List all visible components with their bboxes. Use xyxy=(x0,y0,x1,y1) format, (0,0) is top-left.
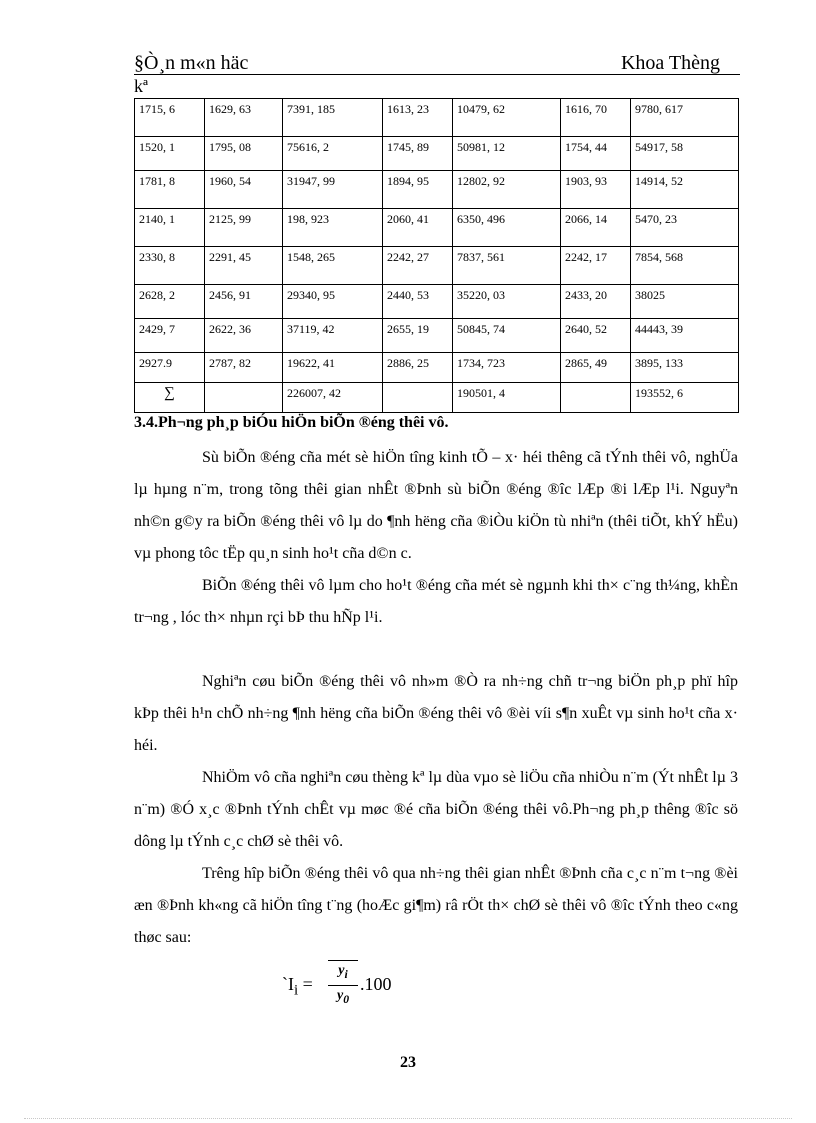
formula-fraction xyxy=(328,960,358,1006)
formula-lhs: $`I_i$ = xyxy=(282,974,313,999)
table-cell: 2655, 19 xyxy=(383,319,453,353)
table-row xyxy=(135,285,739,319)
table-cell: 2886, 25 xyxy=(383,353,453,383)
table-cell: 75616, 2 xyxy=(283,137,383,171)
formula-numerator: $y_i$ xyxy=(328,960,358,981)
table-cell: 50981, 12 xyxy=(453,137,561,171)
table-cell: 12802, 92 xyxy=(453,171,561,209)
table-row xyxy=(135,171,739,209)
table-cell: 2622, 36 xyxy=(205,319,283,353)
table-cell: 2927.9 xyxy=(135,353,205,383)
table-total-cell xyxy=(561,383,631,413)
table-row xyxy=(135,319,739,353)
table-cell: 31947, 99 xyxy=(283,171,383,209)
section-title: 3.4.Ph¬ng ph¸p biÓu hiÖn biÕn ®éng thêi vô. xyxy=(134,414,449,431)
paragraph-3: Nghiªn cøu biÕn ®éng thêi vô nh»m ®Ò ra nh÷ng chñ tr¬ng biÖn ph¸p phï hîp kÞp thêi h¹n chÕ nh÷ng ¶nh hëng cña biÕn ®éng thêi vô ®èi víi s¶n xuÊt vµ sinh ho¹t cña x· héi. xyxy=(134,673,738,754)
table-cell: 54917, 58 xyxy=(631,137,739,171)
table-cell: 2787, 82 xyxy=(205,353,283,383)
table-cell: 7854, 568 xyxy=(631,247,739,285)
table-total-cell xyxy=(383,383,453,413)
paragraph-1: Sù biÕn ®éng cña mét sè hiÖn tîng kinh tÕ – x· héi thêng cã tÝnh thêi vô, nghÜa lµ hµng n¨m, trong tõng thêi gian nhÊt ®Þnh sù biÕn ®éng ®îc lÆp ®i lÆp l¹i. Nguyªn nh©n g©y ra biÕn ®éng thêi vô lµ do ¶nh hëng cña ®iÒu kiÖn tù nhiªn (thêi tiÕt, khÝ hËu) vµ phong tôc tËp qu¸n sinh ho¹t cña d©n c. xyxy=(134,449,738,562)
table-total-cell: ∑ xyxy=(135,383,205,413)
table-cell: 2640, 52 xyxy=(561,319,631,353)
table-cell: 1960, 54 xyxy=(205,171,283,209)
table-cell: 1745, 89 xyxy=(383,137,453,171)
table-cell: 10479, 62 xyxy=(453,99,561,137)
table-cell: 1613, 23 xyxy=(383,99,453,137)
header-faculty: Khoa Thèng xyxy=(620,52,720,74)
table-cell: 2429, 7 xyxy=(135,319,205,353)
table-cell: 1754, 44 xyxy=(561,137,631,171)
table-cell: 29340, 95 xyxy=(283,285,383,319)
table-cell: 37119, 42 xyxy=(283,319,383,353)
table-cell: 1520, 1 xyxy=(135,137,205,171)
table-cell: 1616, 70 xyxy=(561,99,631,137)
table-cell: 9780, 617 xyxy=(631,99,739,137)
table-cell: 6350, 496 xyxy=(453,209,561,247)
table-total-cell: 190501, 4 xyxy=(453,383,561,413)
table-cell: 2628, 2 xyxy=(135,285,205,319)
table-cell: 7391, 185 xyxy=(283,99,383,137)
table-cell: 1734, 723 xyxy=(453,353,561,383)
table-cell: 2330, 8 xyxy=(135,247,205,285)
page-header xyxy=(134,50,740,75)
table-row xyxy=(135,99,739,137)
header-course-title: §Ò¸n m«n häc xyxy=(134,52,249,74)
table-cell: 14914, 52 xyxy=(631,171,739,209)
table-continuation-label: kª xyxy=(134,76,148,96)
paragraph-2: BiÕn ®éng thêi vô lµm cho ho¹t ®éng cña mét sè ngµnh khi th× c¨ng th¼ng, khÈn tr¬ng , lóc th× nhµn rçi bÞ thu hÑp l¹i. xyxy=(134,577,738,626)
table-cell: 2242, 17 xyxy=(561,247,631,285)
data-table xyxy=(134,98,739,413)
table-cell: 2291, 45 xyxy=(205,247,283,285)
table-cell: 1894, 95 xyxy=(383,171,453,209)
table-cell: 1548, 265 xyxy=(283,247,383,285)
table-cell: 38025 xyxy=(631,285,739,319)
table-cell: 2242, 27 xyxy=(383,247,453,285)
table-cell: 19622, 41 xyxy=(283,353,383,383)
table-cell: 44443, 39 xyxy=(631,319,739,353)
table-cell: 2433, 20 xyxy=(561,285,631,319)
table-cell: 7837, 561 xyxy=(453,247,561,285)
formula-denominator: $y_0$ xyxy=(336,987,350,1006)
table-total-row xyxy=(135,383,739,413)
table-row xyxy=(135,137,739,171)
table-cell: 1629, 63 xyxy=(205,99,283,137)
table-cell: 2440, 53 xyxy=(383,285,453,319)
table-cell: 2140, 1 xyxy=(135,209,205,247)
table-cell: 2125, 99 xyxy=(205,209,283,247)
table-cell: 198, 923 xyxy=(283,209,383,247)
paragraph-4: NhiÖm vô cña nghiªn cøu thèng kª lµ dùa vµo sè liÖu cña nhiÒu n¨m (Ýt nhÊt lµ 3 n¨m) ®Ó x¸c ®Þnh tÝnh chÊt vµ møc ®é cña biÕn ®éng thêi vô.Ph¬ng ph¸p thêng ®îc sö dông lµ tÝnh c¸c chØ sè thêi vô. xyxy=(134,769,738,850)
table-row xyxy=(135,247,739,285)
table-row xyxy=(135,209,739,247)
table-total-cell: 193552, 6 xyxy=(631,383,739,413)
table-cell: 35220, 03 xyxy=(453,285,561,319)
table-cell: 2456, 91 xyxy=(205,285,283,319)
table-cell: 2060, 41 xyxy=(383,209,453,247)
table-cell: 5470, 23 xyxy=(631,209,739,247)
table-cell: 50845, 74 xyxy=(453,319,561,353)
table-total-cell xyxy=(205,383,283,413)
table-row xyxy=(135,353,739,383)
page-bottom-divider xyxy=(24,1118,792,1119)
table-cell: 1903, 93 xyxy=(561,171,631,209)
table-cell: 2865, 49 xyxy=(561,353,631,383)
paragraph-5: Trêng hîp biÕn ®éng thêi vô qua nh÷ng thêi gian nhÊt ®Þnh cña c¸c n¨m t¬ng ®èi æn ®Þnh kh«ng cã hiÖn tîng t¨ng (hoÆc gi¶m) râ rÖt th× chØ sè thêi vô ®îc tÝnh theo c«ng thøc sau: xyxy=(134,865,738,946)
formula-rhs: .100 xyxy=(360,974,392,994)
table-cell: 1715, 6 xyxy=(135,99,205,137)
table-cell: 3895, 133 xyxy=(631,353,739,383)
table-cell: 1795, 08 xyxy=(205,137,283,171)
table-total-cell: 226007, 42 xyxy=(283,383,383,413)
page-number: 23 xyxy=(400,1054,416,1071)
table-cell: 1781, 8 xyxy=(135,171,205,209)
table-cell: 2066, 14 xyxy=(561,209,631,247)
